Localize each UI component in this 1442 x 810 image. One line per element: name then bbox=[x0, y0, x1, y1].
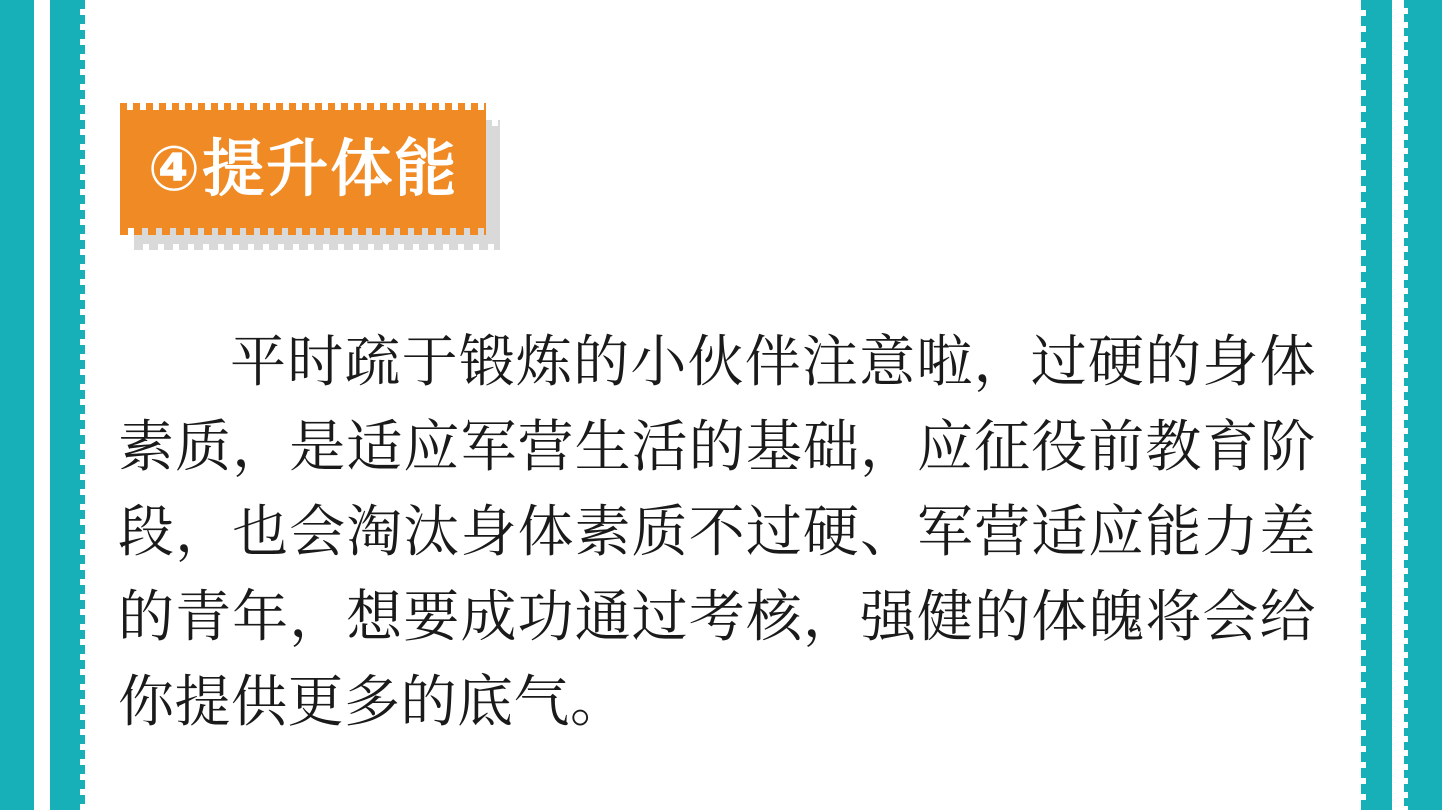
right-outer-stripe-decoration bbox=[1408, 0, 1442, 810]
right-inner-stripe-decoration bbox=[1366, 0, 1392, 810]
left-outer-stripe-decoration bbox=[0, 0, 34, 810]
body-paragraph: 平时疏于锻炼的小伙伴注意啦，过硬的身体素质，是适应军营生活的基础，应征役前教育阶段，也会淘汰身体素质不过硬、军营适应能力差的青年，想要成功通过考核，强健的体魄将会给你提供更多的底气。 bbox=[118, 330, 1316, 736]
page-title: ④提升体能 bbox=[147, 132, 459, 205]
title-badge bbox=[120, 110, 500, 240]
left-inner-stripe-decoration bbox=[50, 0, 80, 810]
left-stripe-gap-decoration bbox=[34, 0, 50, 810]
